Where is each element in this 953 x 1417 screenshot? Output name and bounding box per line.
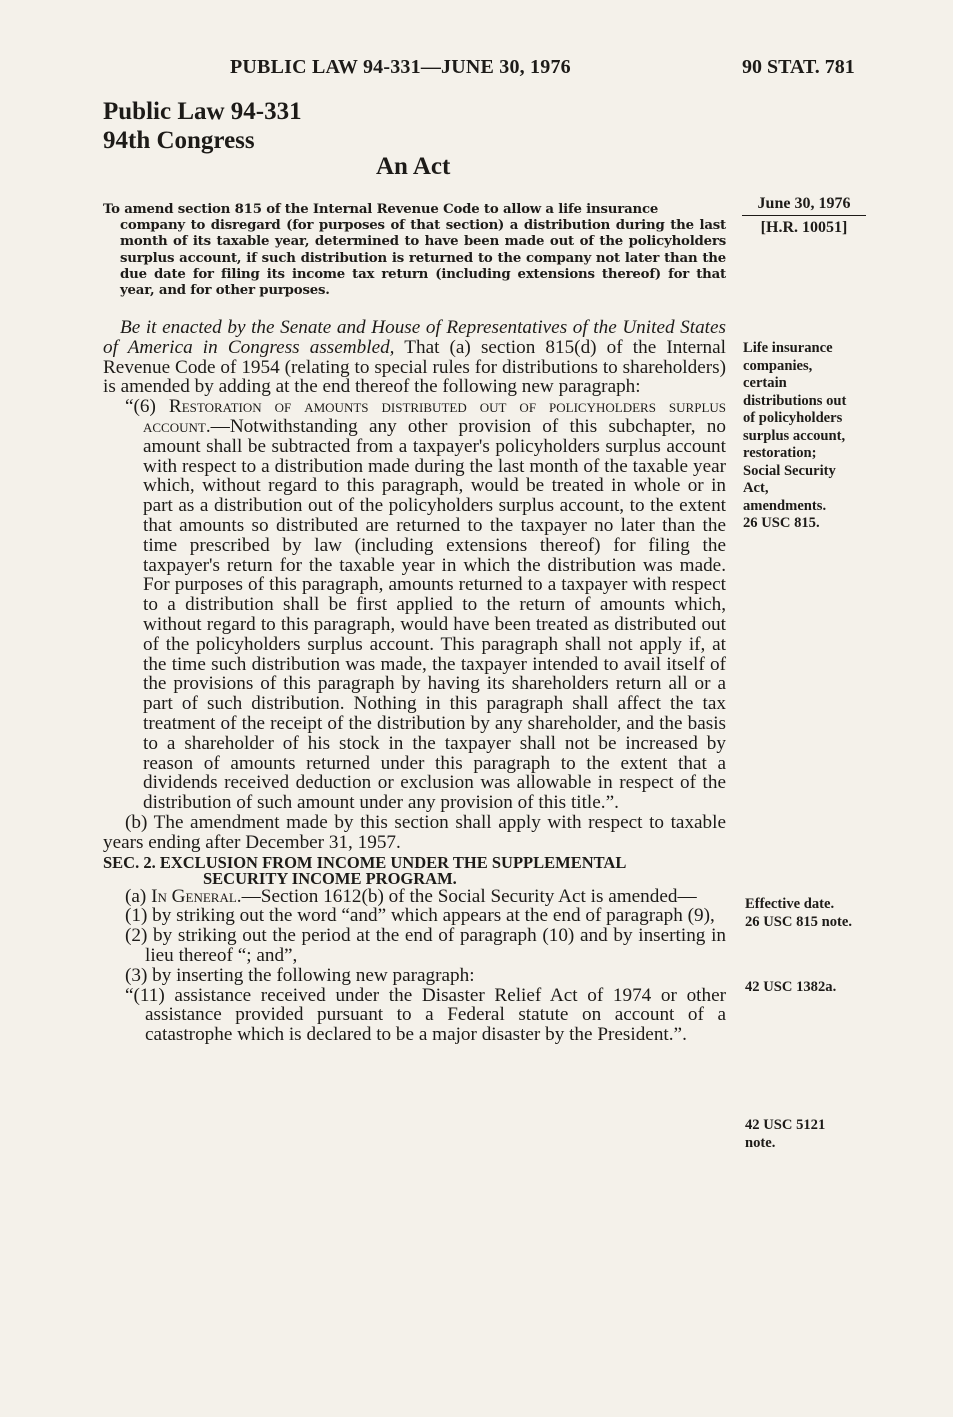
section-2a-prefix: (a) bbox=[125, 885, 152, 907]
amendment-item-2: (2) by striking out the period at the end of paragraph (10) and by inserting in lieu thereof “; and”, bbox=[125, 925, 726, 966]
paragraph-6-heading: Restoration of amounts distributed out of policyholders surplus account. bbox=[143, 396, 727, 437]
amendment-item-1: (1) by striking out the word “and” which appears at the end of paragraph (9), bbox=[125, 905, 715, 927]
section-1a-text: That (a) section 815(d) of the Internal Revenue Code of 1954 (relating to special rules for distributions to shareholders) is amended by adding at the end thereof the following new paragraph: bbox=[103, 336, 726, 398]
margin-note-line: surplus account, bbox=[743, 427, 846, 444]
bill-number: [H.R. 10051] bbox=[760, 219, 848, 236]
running-header-stat: 90 STAT. 781 bbox=[742, 56, 855, 78]
enacting-clause bbox=[103, 318, 726, 397]
section-2a-heading: In General. bbox=[151, 885, 242, 907]
margin-note-line: companies, bbox=[743, 357, 813, 374]
margin-note-usc-5121 bbox=[745, 1117, 870, 1152]
margin-note-line: 26 USC 815. bbox=[743, 515, 820, 531]
section-2-heading-line1: SEC. 2. EXCLUSION FROM INCOME UNDER THE SUPPLEMENTAL bbox=[103, 852, 627, 872]
running-header-title: PUBLIC LAW 94-331—JUNE 30, 1976 bbox=[230, 56, 571, 78]
paragraph-6-text: —Notwithstanding any other provision of this subchapter, no amount shall be subtracted from a taxpayer's policyholders surplus account with respect to a distribution made during the last month of the taxable year which, without regard to this paragraph, would be treated in whole or in part as a distribution out of the policyholders surplus account, to the extent that amounts so distributed are returned to the taxpayer no later than the time prescribed by law (including extensions thereof) for filing the taxpayer's return for the taxable year in which the distribution was made. For purposes of this paragraph, amounts returned to a taxpayer with respect to a distribution shall be first applied to the return of amounts which, without regard to this paragraph, would have been treated as distributed out of the policyholders surplus account. This paragraph shall not apply if, at the time such distribution was made, the taxpayer intended to avail itself of the provisions of this paragraph by having its shareholders return all or a part of such distribution. Nothing in this paragraph shall affect the tax treatment of the receipt of the distribution by any shareholder, and the basis to a shareholder of his stock in the taxpayer shall not be increased by reason of amounts returned under this paragraph to the extent that a dividends received deduction or exclusion was allowable in respect of the distribution of such amount under any provision of this title.”. bbox=[143, 415, 726, 814]
an-act-title: An Act bbox=[376, 153, 451, 180]
margin-note-line: Life insurance bbox=[743, 340, 833, 356]
margin-note-line: Act, bbox=[743, 480, 769, 496]
subsection-b: (b) The amendment made by this section shall apply with respect to taxable years ending after December 31, 1957. bbox=[103, 811, 726, 853]
purpose-continuation: company to disregard (for purposes of that section) a distribution during the last month of its taxable year, determined to have been made out of the policyholders surplus account, if such distribution is returned to the company not later than the due date for filing its income tax return (including extensions thereof) for that year, and for other purposes. bbox=[120, 218, 726, 299]
margin-note-line: Effective date. bbox=[745, 896, 835, 912]
enacting-formula: Be it enacted by the Senate and House of Representatives of the United States of America in Congress assembled, bbox=[103, 317, 726, 358]
section-2a bbox=[103, 887, 726, 907]
margin-note-line: amendments. bbox=[743, 497, 827, 514]
purpose-first-line: To amend section 815 of the Internal Revenue Code to allow a life insurance bbox=[103, 202, 659, 217]
margin-note-effective-date bbox=[745, 896, 870, 931]
margin-note-line: 26 USC 815 note. bbox=[745, 913, 853, 930]
congress-number: 94th Congress bbox=[103, 127, 255, 154]
section-2a-text: —Section 1612(b) of the Social Security Act is amended— bbox=[241, 885, 697, 907]
new-paragraph-6 bbox=[103, 397, 726, 813]
margin-note-line: distributions out bbox=[743, 392, 847, 409]
amendment-item-3: (3) by inserting the following new paragraph: bbox=[125, 964, 475, 986]
margin-note-usc-1382a bbox=[745, 979, 870, 997]
margin-note-line: note. bbox=[745, 1134, 776, 1151]
enactment-date: June 30, 1976 bbox=[742, 195, 866, 216]
margin-note-line: 42 USC 1382a. bbox=[745, 979, 837, 995]
act-purpose bbox=[103, 202, 726, 299]
enactment-date-box bbox=[742, 195, 866, 237]
margin-note-line: 42 USC 5121 bbox=[745, 1117, 826, 1133]
public-law-number: Public Law 94-331 bbox=[103, 98, 302, 125]
margin-note-life-insurance bbox=[743, 340, 868, 533]
margin-note-line: of policyholders bbox=[743, 410, 843, 426]
act-body bbox=[103, 318, 726, 1045]
margin-note-line: Social Security bbox=[743, 462, 836, 479]
margin-note-line: certain bbox=[743, 375, 787, 391]
section-2-heading bbox=[103, 852, 726, 888]
section-2-heading-line2: SECURITY INCOME PROGRAM. bbox=[203, 868, 457, 888]
new-paragraph-11: “(11) assistance received under the Disaster Relief Act of 1974 or other assistance provided pursuant to a Federal statute on account of a catastrophe which is declared to be a major disaster by the President.”. bbox=[125, 984, 726, 1046]
margin-note-line: restoration; bbox=[743, 445, 817, 461]
paragraph-6-number: “(6) bbox=[125, 396, 169, 418]
